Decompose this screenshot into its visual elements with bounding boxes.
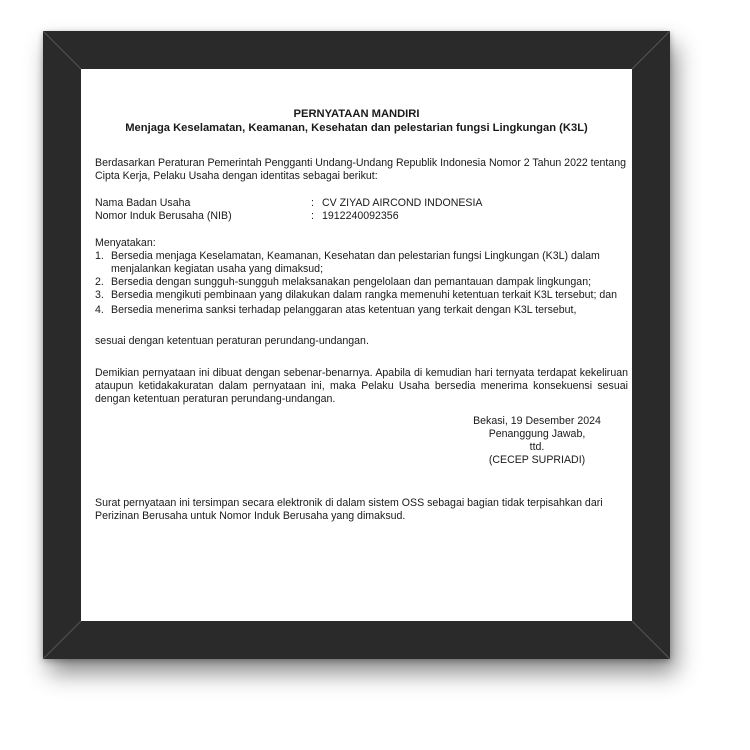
identity-row-name	[95, 197, 628, 210]
identity-label: Nomor Induk Berusaha (NIB)	[95, 210, 232, 222]
declaration-heading: Menyatakan:	[95, 237, 156, 249]
declaration-list	[95, 250, 628, 317]
signature-role: Penanggung Jawab,	[488, 428, 586, 440]
identity-colon: :	[311, 210, 314, 222]
declaration-item	[95, 289, 628, 302]
identity-row-nib	[95, 210, 628, 223]
declaration-item	[95, 276, 628, 289]
conformity-line: sesuai dengan ketentuan peraturan perundang-undangan.	[95, 335, 369, 347]
identity-colon: :	[311, 197, 314, 209]
declaration-number: 1.	[95, 250, 104, 262]
declaration-number: 2.	[95, 276, 104, 288]
intro-paragraph: Berdasarkan Peraturan Pemerintah Pengganti Undang-Undang Republik Indonesia Nomor 2 Tahun 2022 tentang Cipta Kerja, Pelaku Usaha dengan identitas sebagai berikut:	[95, 157, 627, 182]
document-title: PERNYATAAN MANDIRI	[293, 108, 420, 120]
identity-table	[95, 197, 628, 223]
declaration-text: Bersedia dengan sungguh-sungguh melaksanakan pengelolaan dan pemantauan dampak lingkungan;	[111, 276, 592, 288]
identity-value: CV ZIYAD AIRCOND INDONESIA	[322, 197, 483, 209]
picture-frame	[43, 31, 670, 659]
signature-place-date: Bekasi, 19 Desember 2024	[473, 415, 601, 427]
closing-paragraph: Demikian pernyataan ini dibuat dengan sebenar-benarnya. Apabila di kemudian hari ternyata terdapat kekeliruan ataupun ketidakakuratan dalam pernyataan ini, maka Pelaku Usaha bersedia menerima konsekuensi sesuai dengan ketentuan peraturan perundang-undangan.	[95, 367, 628, 405]
document-subtitle: Menjaga Keselamatan, Keamanan, Kesehatan dan pelestarian fungsi Lingkungan (K3L)	[125, 122, 588, 134]
identity-value: 1912240092356	[322, 210, 399, 222]
declaration-text: Bersedia mengikuti pembinaan yang dilakukan dalam rangka memenuhi ketentuan terkait K3L tersebut; dan	[111, 289, 618, 301]
footer-note: Surat pernyataan ini tersimpan secara elektronik di dalam sistem OSS sebagai bagian tidak terpisahkan dari Perizinan Berusaha untuk Nomor Induk Berusaha yang dimaksud.	[95, 497, 603, 522]
signature-block	[457, 415, 617, 467]
declaration-item	[95, 304, 628, 317]
declaration-item	[95, 250, 628, 276]
declaration-section	[95, 237, 628, 317]
signature-signed: ttd.	[529, 441, 545, 453]
declaration-text: Bersedia menerima sanksi terhadap pelanggaran atas ketentuan yang terkait dengan K3L tersebut,	[111, 304, 577, 316]
document-page	[81, 69, 632, 621]
identity-label: Nama Badan Usaha	[95, 197, 191, 209]
declaration-number: 4.	[95, 304, 104, 316]
signature-name: (CECEP SUPRIADI)	[488, 454, 586, 466]
declaration-text: Bersedia menjaga Keselamatan, Keamanan, Kesehatan dan pelestarian fungsi Lingkungan (K3L) dalam menjalankan kegiatan usaha yang dimaksud;	[111, 250, 600, 275]
declaration-number: 3.	[95, 289, 104, 301]
